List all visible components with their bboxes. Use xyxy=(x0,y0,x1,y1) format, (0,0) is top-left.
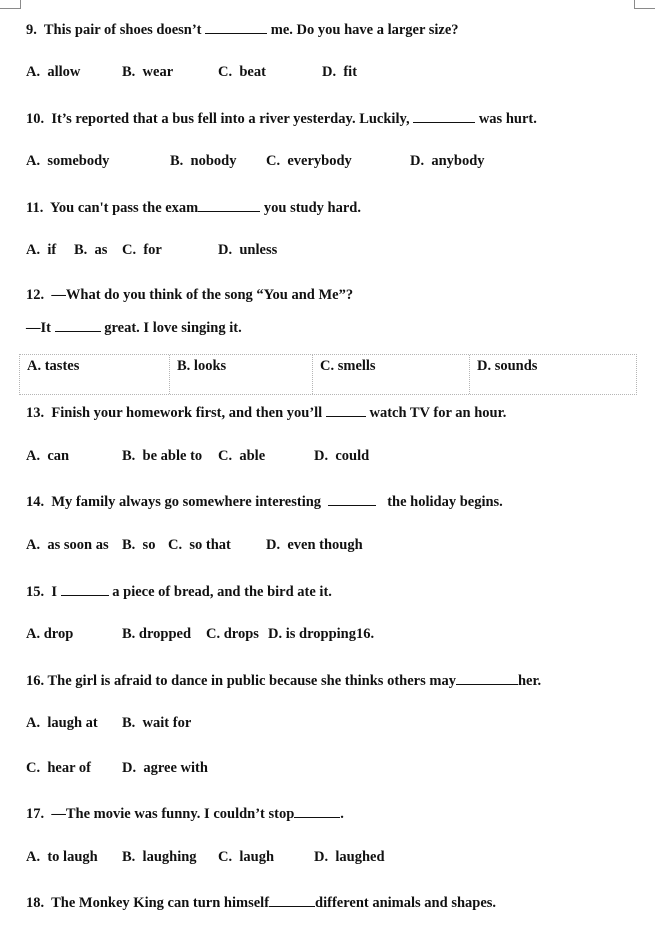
q16-option-b: B. wait for xyxy=(122,715,192,731)
answer-blank xyxy=(456,670,518,685)
q14-option-a: A. as soon as xyxy=(26,537,109,553)
q15-option-c: C. drops xyxy=(206,626,259,642)
q12-option-d: D. sounds xyxy=(477,358,538,374)
q16-option-d: D. agree with xyxy=(122,760,208,776)
question-15-stem: 15. I a piece of bread, and the bird ate it. xyxy=(26,581,332,601)
q11-option-d: D. unless xyxy=(218,242,278,258)
question-13-stem: 13. Finish your homework first, and then you’ll watch TV for an hour. xyxy=(26,402,506,422)
q12-option-a: A. tastes xyxy=(27,358,80,374)
q11-option-c: C. for xyxy=(122,242,162,258)
table-divider xyxy=(469,355,470,394)
question-14-stem: 14. My family always go somewhere interesting the holiday begins. xyxy=(26,491,503,511)
question-12-stem: 12. —What do you think of the song “You and Me”? xyxy=(26,287,354,303)
q10-option-d: D. anybody xyxy=(410,153,485,169)
q11-option-b: B. as xyxy=(74,242,108,258)
question-12-reply: —It great. I love singing it. xyxy=(26,317,242,337)
page-corner-mark-left xyxy=(0,0,21,9)
q9-option-c: C. beat xyxy=(218,64,266,80)
q13-option-a: A. can xyxy=(26,448,70,464)
table-divider xyxy=(169,355,170,394)
answer-blank xyxy=(294,803,340,818)
q16-option-a: A. laugh at xyxy=(26,715,98,731)
q13-option-c: C. able xyxy=(218,448,266,464)
q9-option-a: A. allow xyxy=(26,64,81,80)
q9-option-b: B. wear xyxy=(122,64,174,80)
table-divider xyxy=(312,355,313,394)
q10-option-c: C. everybody xyxy=(266,153,352,169)
answer-blank xyxy=(328,491,376,506)
answer-blank xyxy=(61,581,109,596)
q12-option-b: B. looks xyxy=(177,358,227,374)
question-18-stem: 18. The Monkey King can turn himself different animals and shapes. xyxy=(26,892,496,912)
answer-blank xyxy=(55,317,101,332)
q14-option-c: C. so that xyxy=(168,537,231,553)
answer-blank xyxy=(326,402,366,417)
q9-option-d: D. fit xyxy=(322,64,358,80)
answer-blank xyxy=(269,892,315,907)
question-10-stem: 10. It’s reported that a bus fell into a river yesterday. Luckily, was hurt. xyxy=(26,108,537,128)
question-9-stem: 9. This pair of shoes doesn’t me. Do you have a larger size? xyxy=(26,19,459,39)
q10-option-b: B. nobody xyxy=(170,153,237,169)
q17-option-b: B. laughing xyxy=(122,849,197,865)
answer-blank xyxy=(205,19,267,34)
answer-blank xyxy=(413,108,475,123)
question-17-stem: 17. —The movie was funny. I couldn’t stop . xyxy=(26,803,344,823)
q12-option-c: C. smells xyxy=(320,358,376,374)
q15-option-d: D. is dropping16. xyxy=(268,626,375,642)
page-corner-mark-right xyxy=(634,0,655,9)
answer-blank xyxy=(198,197,260,212)
q16-option-c: C. hear of xyxy=(26,760,91,776)
question-11-stem: 11. You can't pass the exam you study hard. xyxy=(26,197,361,217)
q17-option-d: D. laughed xyxy=(314,849,385,865)
q13-option-b: B. be able to xyxy=(122,448,203,464)
q14-option-b: B. so xyxy=(122,537,156,553)
q15-option-b: B. dropped xyxy=(122,626,192,642)
q15-option-a: A. drop xyxy=(26,626,74,642)
q10-option-a: A. somebody xyxy=(26,153,110,169)
q13-option-d: D. could xyxy=(314,448,370,464)
q11-option-a: A. if xyxy=(26,242,57,258)
q17-option-c: C. laugh xyxy=(218,849,275,865)
q17-option-a: A. to laugh xyxy=(26,849,98,865)
q12-options-table xyxy=(19,354,637,395)
question-16-stem: 16. The girl is afraid to dance in public because she thinks others may her. xyxy=(26,670,541,690)
q14-option-d: D. even though xyxy=(266,537,363,553)
